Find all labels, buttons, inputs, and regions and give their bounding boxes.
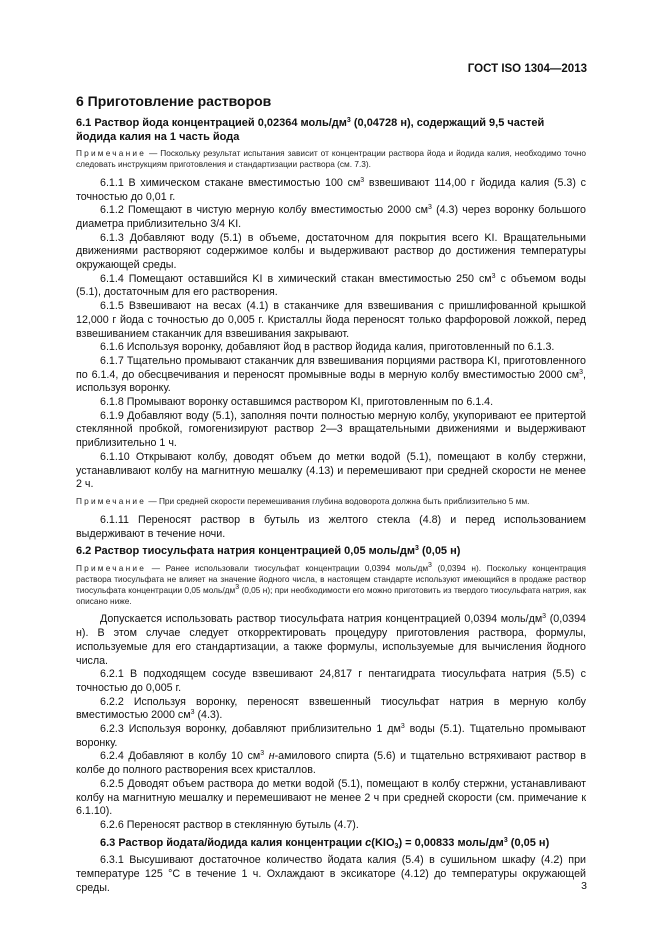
document-header: ГОСТ ISO 1304—2013 (467, 63, 587, 75)
paragraph-6-2-4: 6.2.4 Добавляют в колбу 10 $см^3$ н-амилового спирта (5.6) и тщательно встряхивают раствор в колбе до полного растворения всех кристаллов. (76, 750, 587, 777)
paragraph-6-2-3: 6.2.3 Используя воронку, добавляют приблизительно 1 $дм^3$ воды (5.1). Тщательно промывают воронку. (76, 723, 586, 749)
paragraph-6-2-6: 6.2.6 Переносят раствор в стеклянную бутыль (4.7). (100, 818, 359, 831)
page-number: 3 (581, 880, 587, 892)
paragraph-6-1-9: 6.1.9 Добавляют воду (5.1), заполняя почти полностью мерную колбу, укупоривают ее притертой стеклянной пробкой, гомогенизируют раствор 2—3 вращательными движениями и выдерживают приблизительно 1 ч. (76, 409, 586, 450)
paragraph-6-1-1: 6.1.1 В химическом стакане вместимостью 100 $см^3$ взвешивают 114,00 г йодида калия (5.3) с точностью до 0,01 г. (76, 176, 586, 203)
paragraph-6-2-intro: Допускается использовать раствор тиосульфата натрия концентрацией 0,0394 моль/$дм^3$ (0,0394 н). В этом случае следует откорректировать процедуру приготовления раствора, формулы, используемые для его стандартизации, а также формулы, используемые для вычисления йодного числа. (76, 613, 586, 667)
note-2: Примечание — При средней скорости перемешивания глубина водоворота должна быть приблизительно 5 мм. (76, 495, 530, 506)
paragraph-6-1-5: 6.1.5 Взвешивают на весах (4.1) в стаканчике для взвешивания с пришлифованной крышкой 12,000 г йода с точностью до 0,005 г. Кристаллы йода переносят только фарфоровой ложкой, перед взвешиванием стаканчик для взвешивания закрывают. (76, 300, 586, 340)
subsection-6-1-title: 6.1 Раствор йода концентрацией 0,02364 моль/$дм^3$ (0,04728 н), содержащий 9,5 частей йодида калия на 1 часть йода (76, 117, 545, 143)
paragraph-6-1-7: 6.1.7 Тщательно промывают стаканчик для взвешивания порциями раствора KI, приготовленного по 6.1.4, до обесцвечивания и переносят промывные воды в мерную колбу вместимостью 2000 $см^3$, используя воронку. (76, 354, 586, 395)
paragraph-6-1-8: 6.1.8 Промывают воронку оставшимся раствором KI, приготовленным по 6.1.4. (100, 396, 494, 409)
paragraph-6-1-10: 6.1.10 Открывают колбу, доводят объем до метки водой (5.1), помещают в колбу стержни, устанавливают колбу на магнитную мешалку (4.13) и перемешивают при средней скорости не менее 2 ч. (76, 450, 586, 491)
note-1: Примечание — Поскольку результат испытания зависит от концентрации раствора йода и йодида калия, необходимо точно следовать инструкциям приготовления и стандартизации раствора (см. 7.3). (76, 148, 586, 169)
paragraph-6-1-3: 6.1.3 Добавляют воду (5.1) в объеме, достаточном для покрытия всего KI. Вращательными движениями растворяют содержимое колбы и выдерживают раствор до достижения температуры окружающей среды. (76, 231, 586, 272)
paragraph-6-2-2: 6.2.2 Используя воронку, переносят взвешенный тиосульфат натрия в мерную колбу вместимостью 2000 $см^3$ (4.3). (76, 695, 586, 722)
document-body (76, 92, 586, 895)
paragraph-6-2-1: 6.2.1 В подходящем сосуде взвешивают 24,817 г пентагидрата тиосульфата натрия (5.5) с точностью до 0,005 г. (76, 668, 586, 694)
subsection-6-2-title: 6.2 Раствор тиосульфата натрия концентрацией 0,05 моль/$дм^3$ (0,05 н) (76, 545, 461, 558)
paragraph-6-2-5: 6.2.5 Доводят объем раствора до метки водой (5.1), помещают в колбу стержни, устанавливают колбу на магнитную мешалку и перемешивают не менее 2 ч при средней скорости (см. примечание к 6.1.10). (76, 777, 586, 818)
paragraph-6-1-2: 6.1.2 Помещают в чистую мерную колбу вместимостью 2000 $см^3$ (4.3) через воронку большого диаметра приблизительно 3/4 KI. (76, 204, 586, 230)
paragraph-6-1-11: 6.1.11 Переносят раствор в бутыль из желтого стекла (4.8) и перед использованием выдерживают в течение ночи. (76, 513, 586, 540)
subsection-6-3-title: 6.3 Раствор йодата/йодида калия концентрации $c(KIO_3) = 0,00833$ моль/$дм^3$ (0,05 н) (100, 836, 550, 850)
paragraph-6-3-1: 6.3.1 Высушивают достаточное количество йодата калия (5.4) в сушильном шкафу (4.2) при температуре 125 °С в течение 1 ч. Охлаждают в эксикаторе (4.12) до температуры окружающей среды. (76, 854, 586, 894)
note-3: Примечание — Ранее использовали тиосульфат концентрации 0,0394 моль/$дм^3$ (0,0394 н). Поскольку концентрация раствора тиосульфата не влияет на значение йодного числа, в настоящем стандарте используют имеющийся в продаже раствор тиосульфата концентрации 0,05 моль/$дм^3$ (0,05 н); при необходимости его можно приготовить из твердого тиосульфата натрия, как описано ниже. (76, 561, 586, 606)
section-title: 6 Приготовление растворов (76, 93, 272, 109)
paragraph-6-1-6: 6.1.6 Используя воронку, добавляют йод в раствор йодида калия, приготовленный по 6.1.3. (100, 341, 555, 354)
paragraph-6-1-4: 6.1.4 Помещают оставшийся KI в химический стакан вместимостью 250 $см^3$ с объемом воды (5.1), достаточным для его растворения. (76, 272, 586, 299)
